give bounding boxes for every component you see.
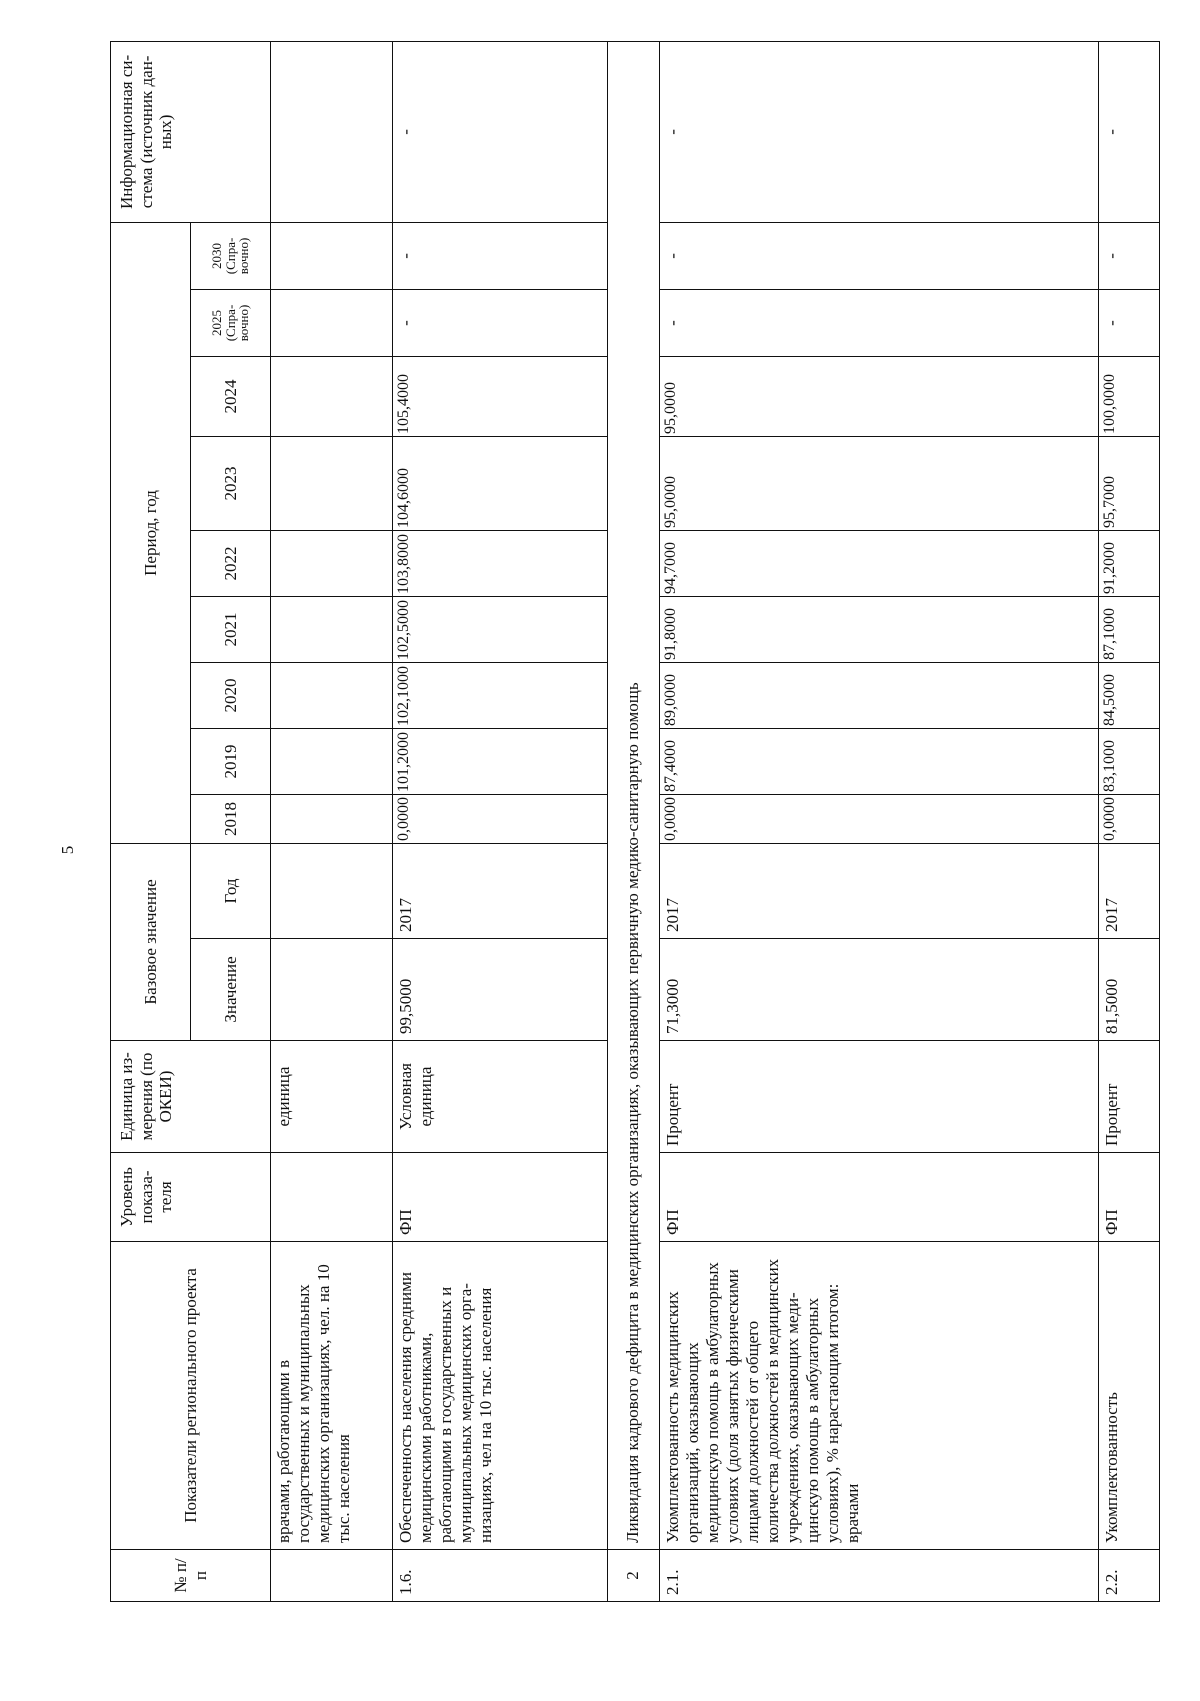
col-base-value-header: Значение [191,939,271,1041]
row-year-value: - [393,222,607,289]
row-year-value: 104,6000 [393,436,607,530]
row-base-value: 99,5000 [393,939,607,1041]
row-year-value: 103,8000 [393,530,607,596]
table-row [393,41,607,1601]
col-year-header: 2025 (Справочно) [191,289,271,356]
row-year-value [271,530,393,596]
row-year-value [271,356,393,436]
col-base-year-header: Год [191,843,271,938]
page-number: 5 [58,845,77,855]
col-year-header: 2021 [191,596,271,662]
col-year-header: 2018 [191,794,271,843]
row-year-value [271,794,393,843]
row-year-value: 95,7000 [1098,436,1159,530]
row-year-value: 102,1000 [393,662,607,728]
row-unit: Процент [1098,1041,1159,1153]
row-year-value [271,596,393,662]
row-year-value [271,289,393,356]
col-unit-header: Единица измерения (по ОКЕИ) [111,1041,271,1153]
row-source: - [393,41,607,222]
col-year-header: 2030 (Справочно) [191,222,271,289]
row-indicator-name: Укомплектованность медицинских организаций, оказывающих медицинскую помощь в амбулаторных условиях (доля занятых физическими лицами должностей от общего количества должностей в медицинских учреждениях, оказывающих медицинскую помощь в амбулаторных условиях), % нарастающим итогом: врачами [659,1242,1098,1550]
row-level: ФП [393,1153,607,1242]
row-year-value: 91,2000 [1098,530,1159,596]
table-rotator [110,42,1160,1602]
col-year-header: 2024 [191,356,271,436]
row-year-value: 89,0000 [659,662,1098,728]
table-row [659,41,1098,1601]
row-no: 1.6. [393,1550,607,1602]
section-row [607,41,659,1601]
row-year-value: 102,5000 [393,596,607,662]
row-no [271,1550,393,1602]
row-year-value: 0,0000 [393,794,607,843]
row-base-value: 71,3000 [659,939,1098,1041]
col-level-header: Уровень показателя [111,1153,271,1242]
col-year-header: 2020 [191,662,271,728]
row-source: - [1098,41,1159,222]
row-year-value: 83,1000 [1098,728,1159,794]
row-level: ФП [659,1153,1098,1242]
row-source [271,41,393,222]
row-year-value: 87,4000 [659,728,1098,794]
row-year-value: - [1098,222,1159,289]
row-base-year: 2017 [659,843,1098,938]
row-year-value [271,662,393,728]
row-base-year: 2017 [393,843,607,938]
col-no-header: № п/п [111,1550,271,1602]
col-year-header: 2023 [191,436,271,530]
row-year-value: - [659,222,1098,289]
row-year-value: 101,2000 [393,728,607,794]
indicators-table [110,41,1160,1602]
section-title: Ликвидация кадрового дефицита в медицинских организациях, оказывающих первичную медико-санитарную помощь [607,41,659,1549]
rotated-table-stage [110,42,1160,1602]
row-year-value: 0,0000 [1098,794,1159,843]
table-row [271,41,393,1601]
col-year-header: 2022 [191,530,271,596]
row-no: 2.1. [659,1550,1098,1602]
row-level [271,1153,393,1242]
row-year-value: - [393,289,607,356]
row-year-value [271,436,393,530]
row-year-value [271,728,393,794]
row-year-value [271,222,393,289]
row-year-value: 105,4000 [393,356,607,436]
row-base-value [271,939,393,1041]
row-year-value: 91,8000 [659,596,1098,662]
header-row-top [111,41,191,1601]
row-no: 2.2. [1098,1550,1159,1602]
row-year-value: 87,1000 [1098,596,1159,662]
row-year-value: 0,0000 [659,794,1098,843]
section-no: 2 [607,1550,659,1602]
row-unit: Условная единица [393,1041,607,1153]
row-year-value: 94,7000 [659,530,1098,596]
row-indicator-name: Укомплектованность [1098,1242,1159,1550]
row-unit: Процент [659,1041,1098,1153]
row-base-year: 2017 [1098,843,1159,938]
row-indicator-name: врачами, работающими в государственных и муниципальных медицинских организациях, чел. на 10 тыс. населения [271,1242,393,1550]
col-year-header: 2019 [191,728,271,794]
table-row [1098,41,1159,1601]
row-year-value: 100,0000 [1098,356,1159,436]
row-unit: единица [271,1041,393,1153]
row-source: - [659,41,1098,222]
row-year-value: - [659,289,1098,356]
row-year-value: 84,5000 [1098,662,1159,728]
row-indicator-name: Обеспеченность населения средними медицинскими работниками, работающими в государственных и муниципальных медицинских организациях, чел на 10 тыс. населения [393,1242,607,1550]
col-source-header: Информационная система (источник данных) [111,41,271,222]
col-base-header: Базовое значение [111,843,191,1040]
row-level: ФП [1098,1153,1159,1242]
col-indicator-header: Показатели регионального проекта [111,1242,271,1550]
row-year-value: - [1098,289,1159,356]
row-year-value: 95,0000 [659,436,1098,530]
row-year-value: 95,0000 [659,356,1098,436]
row-base-year [271,843,393,938]
row-base-value: 81,5000 [1098,939,1159,1041]
col-period-header: Период, год [111,222,191,843]
